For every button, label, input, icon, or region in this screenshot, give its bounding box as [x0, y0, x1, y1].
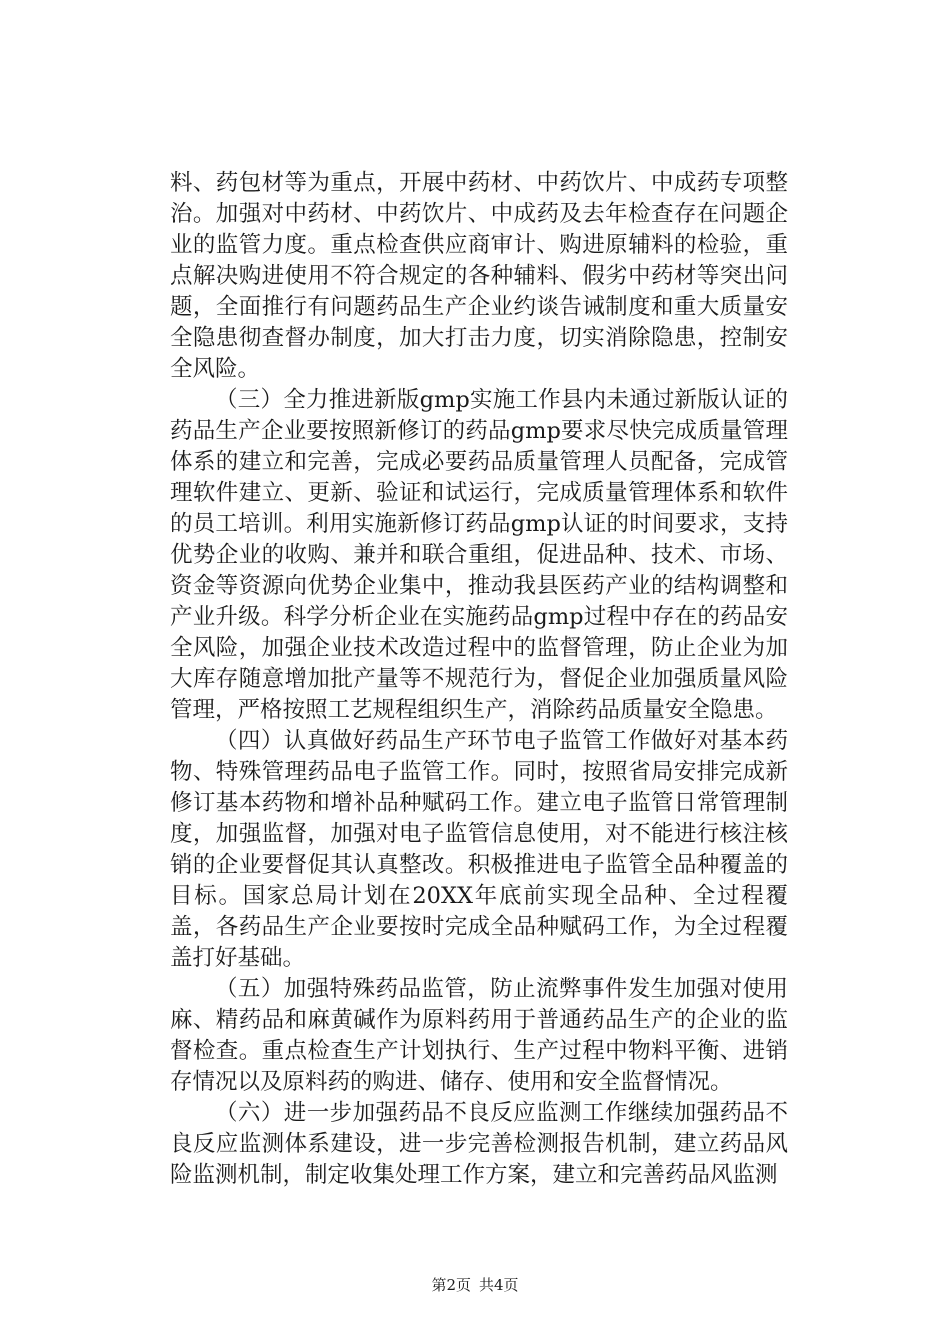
paragraph-section-3: （三）全力推进新版gmp实施工作县内未通过新版认证的药品生产企业要按照新修订的药品gmp要求尽快完成质量管理体系的建立和完善，完成必要药品质量管理人员配备，完成管理软件建立、更新、验证和试运行，完成质量管理体系和软件的员工培训。利用实施新修订药品gmp认证的时间要求，支持优势企业的收购、兼并和联合重组，促进品种、技术、市场、资金等资源向优势企业集中，推动我县医药产业的结构调整和产业升级。科学分析企业在实施药品gmp过程中存在的药品安全风险，加强企业技术改造过程中的监督管理，防止企业为加大库存随意增加批产量等不规范行为，督促企业加强质量风险管理，严格按照工艺规程组织生产，消除药品质量安全隐患。 — [170, 387, 788, 723]
page-total: 共4页 — [479, 1276, 519, 1294]
paragraph-continuation: 料、药包材等为重点，开展中药材、中药饮片、中成药专项整治。加强对中药材、中药饮片、中成药及去年检查存在问题企业的监管力度。重点检查供应商审计、购进原辅料的检验，重点解决购进使用不符合规定的各种辅料、假劣中药材等突出问题，全面推行有问题药品生产企业约谈告诫制度和重大质量安全隐患彻查督办制度，加大打击力度，切实消除隐患，控制安全风险。 — [170, 170, 788, 382]
document-body — [170, 168, 788, 1191]
page-number: 第2页 — [431, 1276, 471, 1294]
paragraph-section-5: （五）加强特殊药品监管，防止流弊事件发生加强对使用麻、精药品和麻黄碱作为原料药用于普通药品生产的企业的监督检查。重点检查生产计划执行、生产过程中物料平衡、进销存情况以及原料药的购进、储存、使用和安全监督情况。 — [170, 976, 788, 1095]
paragraph-section-6: （六）进一步加强药品不良反应监测工作继续加强药品不良反应监测体系建设，进一步完善检测报告机制，建立药品风险监测机制，制定收集处理工作方案，建立和完善药品风监测 — [170, 1100, 788, 1188]
paragraph-section-4: （四）认真做好药品生产环节电子监管工作做好对基本药物、特殊管理药品电子监管工作。同时，按照省局安排完成新修订基本药物和增补品种赋码工作。建立电子监管日常管理制度，加强监督，加强对电子监管信息使用，对不能进行核注核销的企业要督促其认真整改。积极推进电子监管全品种覆盖的目标。国家总局计划在20XX年底前实现全品种、全过程覆盖，各药品生产企业要按时完成全品种赋码工作，为全过程覆盖打好基础。 — [170, 728, 788, 971]
page-footer — [0, 1275, 950, 1295]
